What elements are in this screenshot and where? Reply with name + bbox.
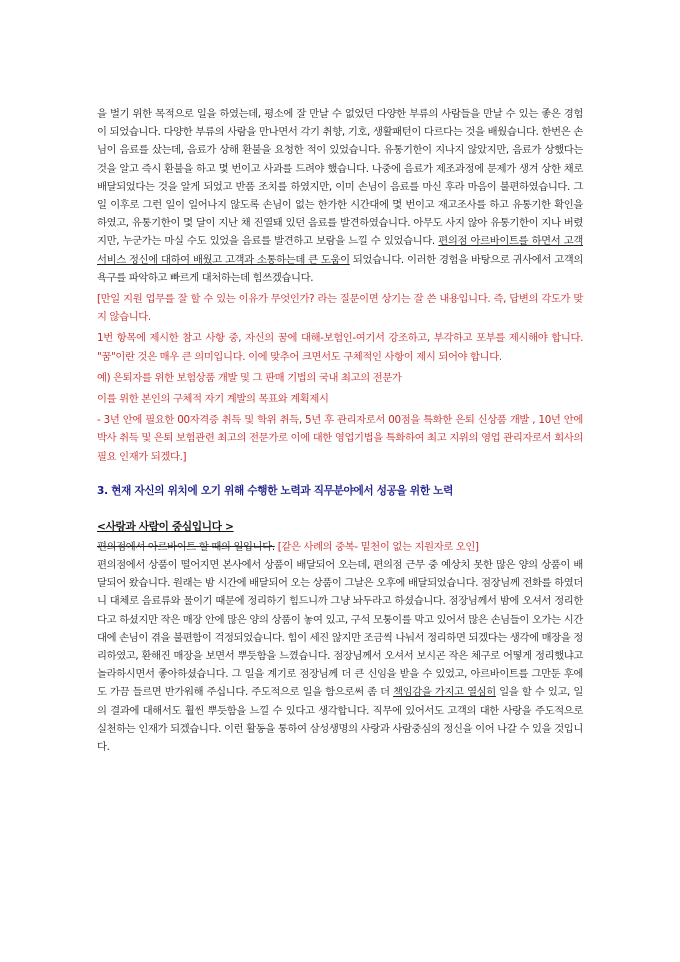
reviewer-inline-note: [같은 사례의 중복- 밑천이 없는 지원자로 오인] bbox=[274, 540, 479, 553]
paragraph-text-end: 일을 할 수 있고, 일의 결과에 대해서도 훨씬 뿌듯함을 느낄 수 있다고 생각합니다. 직무에 있어서도 고객의 대한 사랑을 주도적으로 실천하는 인재가 되겠습니다. 이런 활동을 통하여 삼성생명의 사랑과 사람중심의 정신을 이어 나갈 수 있을 것입니다. bbox=[97, 686, 583, 754]
reviewer-note-example: 예) 은퇴자를 위한 보험상품 개발 및 그 판매 기법의 국내 최고의 전문가 bbox=[97, 371, 402, 384]
paragraph-text-end: 되었습니다. 이러한 경험을 바탕으로 귀사에서 고객의 욕구를 파악하고 빠르게 대처하는데 힘쓰겠습니다. bbox=[97, 253, 583, 284]
paragraph-text: 을 벌기 위한 목적으로 일을 하였는데, 평소에 잘 만날 수 없었던 다양한 부류의 사람들을 만날 수 있는 좋은 경험이 되었습니다. 다양한 부류의 사람을 만나면서 각기 취향, 기호, 생활패턴이 다르다는 것을 배웠습니다. 한번은 손님이 음료를 샀는데, 음료가 상해 환불을 요청한 적이 있었습니다. 유통기한이 지나지 않았지만, 음료가 상했다는 것을 알고 즉시 환불을 하고 몇 번이고 사과를 드려야 했습니다. 나중에 음료가 제조과정에 문제가 생겨 상한 채로 배달되었다는 것을 알게 되었고 반품 조치를 하였지만, 이미 손님이 음료를 마신 후라 마음이 불편하였습니다. 그 일 이후로 그런 일이 일어나지 않도록 손님이 없는 한가한 시간대에 몇 번이고 재고조사를 하고 유통기한 확인을 하였고, 유통기한이 몇 달이 지난 채 진열돼 있던 음료를 발견하였습니다. 아무도 사지 않아 유통기한이 지나 버렸지만, 누군가는 마실 수도 있었을 음료를 발견하고 보람을 느낄 수 있었습니다. bbox=[97, 108, 583, 248]
underlined-text: 책임감을 가지고 열심히 bbox=[393, 686, 496, 699]
document-body bbox=[97, 105, 583, 756]
reviewer-note-plan: 이를 위한 본인의 구체적 자기 계발의 목표와 계획제시 bbox=[97, 393, 329, 406]
reviewer-note-2: 1번 항목에 제시한 참고 사항 중, 자신의 꿈에 대해-보험인-여기서 강조하고, 부각하고 포부를 제시해야 합니다. "꿈"이란 것은 매우 큰 의미입니다. 이에 맞추어 크면서도 구체적인 사항이 제시 되어야 합니다. bbox=[97, 332, 583, 363]
reviewer-note-1: [만일 지원 업무를 잘 할 수 있는 이유가 무엇인가? 라는 질문이면 상기는 잘 쓴 내용입니다. 즉, 답변의 각도가 맞지 않습니다. bbox=[97, 293, 583, 324]
struck-through-text: 편의점에서 아르바이트 할 때의 일입니다. bbox=[97, 540, 275, 553]
section-3-subheading: <사랑과 사람이 중심입니다 > bbox=[97, 520, 234, 533]
section-3-heading: 3. 현재 자신의 위치에 오기 위해 수행한 노력과 직무분야에서 성공을 위한 노력 bbox=[97, 484, 454, 497]
underlined-text: 편의점 아르바이트를 하면서 고객 서비스 정신에 대하여 배웠고 고객과 소통하는데 큰 도움이 bbox=[97, 235, 584, 266]
reviewer-note-timeline: - 3년 안에 필요한 00자격증 취득 및 학위 취득, 5년 후 관리자로서 00점을 특화한 은퇴 신상품 개발 , 10년 안에 박사 취득 및 은퇴 보험관련 최고의 전문가로 이에 대한 영업기법을 특화하여 최고 지위의 영업 관리자로서 회사의 필요 인재가 되겠다.] bbox=[97, 414, 583, 463]
paragraph-text: 편의점에서 상품이 떨어지면 본사에서 상품이 배달되어 오는데, 편의점 근무 중 예상치 못한 많은 양의 상품이 배달되어 왔습니다. 원래는 밤 시간에 배달되어 오는 상품이 그날은 오후에 배달되었습니다. 점장님께 전화를 하였더니 대체로 음료류와 물이기 때문에 정리하기 힘드니까 그냥 놔두라고 하셨습니다. 점장님께서 밤에 오셔서 정리한다고 하셨지만 작은 매장 안에 많은 양의 상품이 놓여 있고, 구석 모퉁이를 막고 있어서 많은 손님들이 오가는 시간대에 손님이 겪을 불편함이 걱정되었습니다. 힘이 세진 않지만 조금씩 나눠서 정리하면 되겠다는 생각에 매장을 정리하였고, 환해진 매장을 보면서 뿌듯함을 느꼈습니다. 점장님께서 오셔서 보시곤 작은 체구로 어떻게 정리했냐고 놀라하시면서 좋아하셨습니다. 그 일을 계기로 점장님께 더 큰 신임을 받을 수 있었고, 아르바이트를 그만둔 후에도 가끔 들르면 반가워해 주십니다. 주도적으로 일을 함으로써 좀 더 bbox=[97, 559, 583, 699]
paragraph-part-time-experience bbox=[97, 105, 583, 287]
paragraph-store-story bbox=[97, 538, 583, 756]
